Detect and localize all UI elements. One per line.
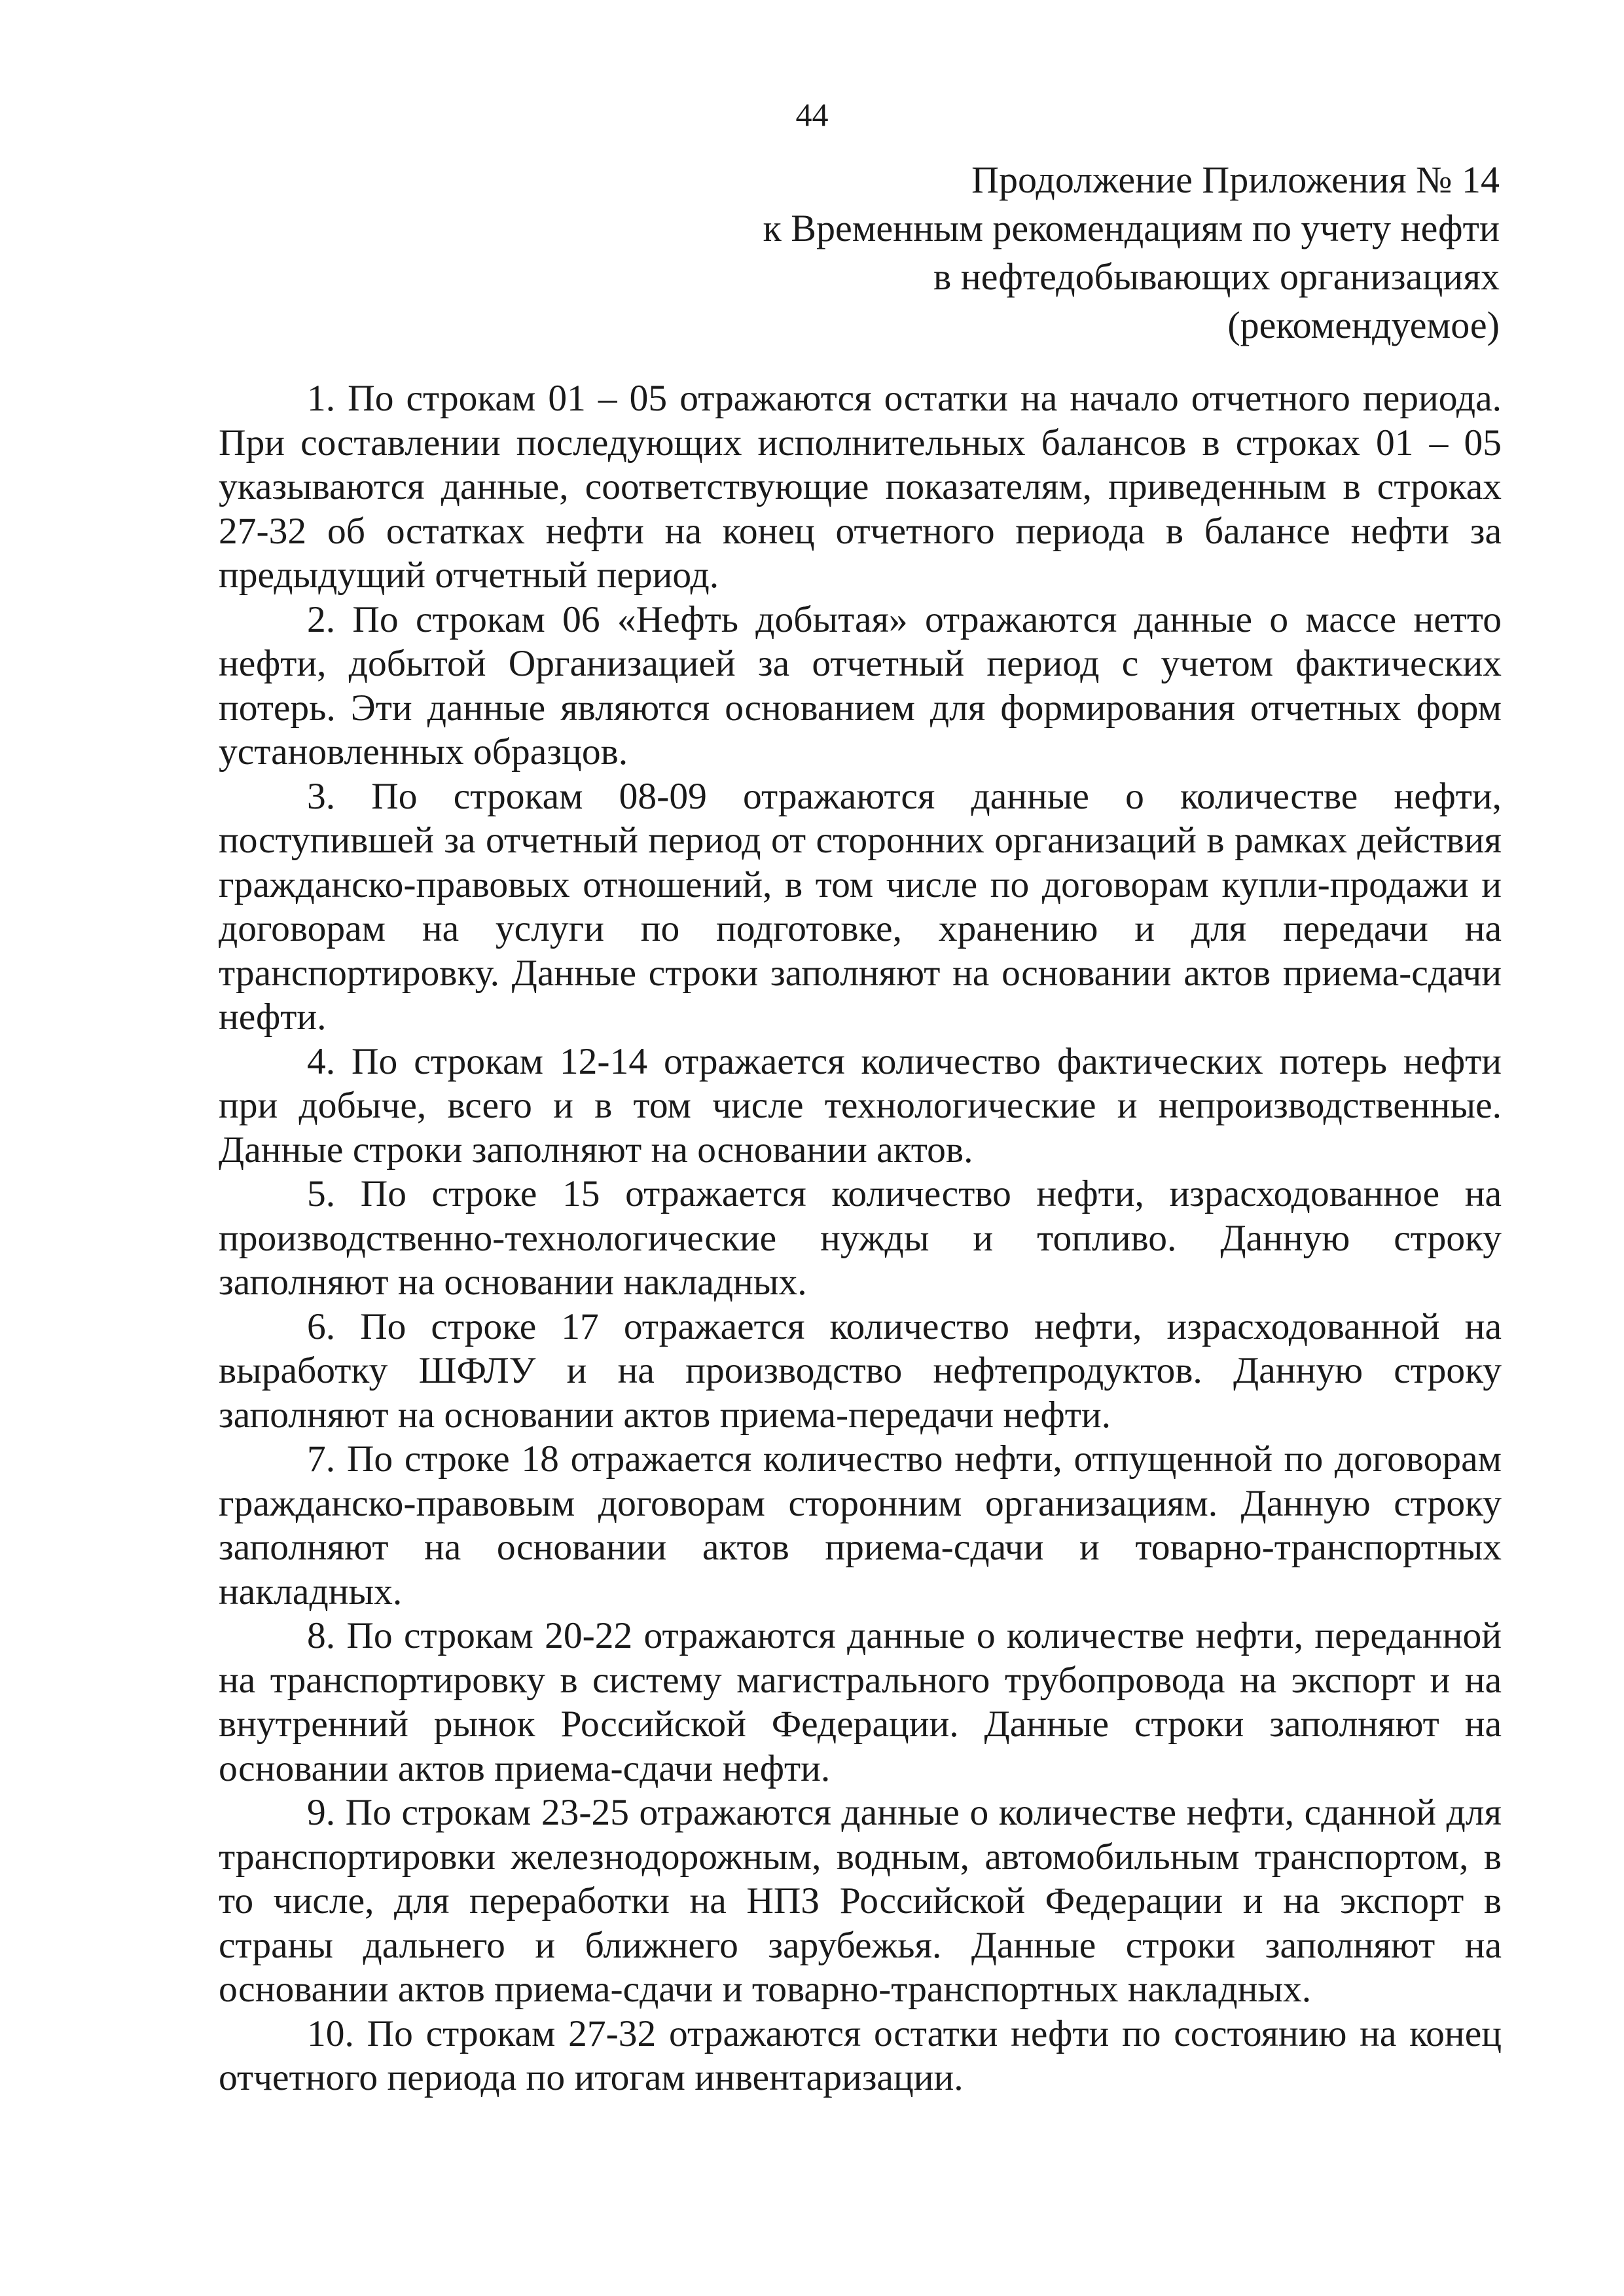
paragraph-9: 9. По строкам 23-25 отражаются данные о количестве нефти, сданной для транспортировки железнодорожным, водным, автомобильным транспортом, в то числе, для переработки на НПЗ Российской Федерации и на экспорт в страны дальнего и ближнего зарубежья. Данные строки заполняют на основании актов приема-сдачи и товарно-транспортных накладных. [219,1792,1502,2010]
paragraph-7: 7. По строке 18 отражается количество нефти, отпущенной по договорам гражданско-правовым договорам сторонним организациям. Данную строку заполняют на основании актов приема-сдачи и товарно-транспортных накладных. [219,1438,1502,1613]
document-body [219,376,1502,2100]
paragraph-1: 1. По строкам 01 – 05 отражаются остатки на начало отчетного периода. При составлении последующих исполнительных балансов в строках 01 – 05 указываются данные, соответствующие показателям, приведенным в строках 27-32 об остатках нефти на конец отчетного периода в балансе нефти за предыдущий отчетный период. [219,378,1502,596]
paragraph-10: 10. По строкам 27-32 отражаются остатки нефти по состоянию на конец отчетного периода по итогам инвентаризации. [219,2013,1502,2098]
paragraph-6: 6. По строке 17 отражается количество нефти, израсходованной на выработку ШФЛУ и на производство нефтепродуктов. Данную строку заполняют на основании актов приема-передачи нефти. [219,1305,1502,1436]
page-number: 44 [795,96,829,133]
paragraph-8: 8. По строкам 20-22 отражаются данные о количестве нефти, переданной на транспортировку в систему магистрального трубопровода на экспорт и на внутренний рынок Российской Федерации. Данные строки заполняют на основании актов приема-сдачи нефти. [219,1615,1502,1789]
paragraph-5: 5. По строке 15 отражается количество нефти, израсходованное на производственно-технологические нужды и топливо. Данную строку заполняют на основании накладных. [219,1173,1502,1303]
appendix-header-line-4: (рекомендуемое) [1227,304,1500,346]
appendix-header-line-2: к Временным рекомендациям по учету нефти [763,207,1500,249]
appendix-header [583,156,1500,350]
paragraph-4: 4. По строкам 12-14 отражается количество фактических потерь нефти при добыче, всего и в том числе технологические и непроизводственные. Данные строки заполняют на основании актов. [219,1040,1502,1171]
appendix-header-line-3: в нефтедобывающих организациях [933,255,1500,298]
paragraph-3: 3. По строкам 08-09 отражаются данные о количестве нефти, поступившей за отчетный период от сторонних организаций в рамках действия гражданско-правовых отношений, в том числе по договорам купли-продажи и договорам на услуги по подготовке, хранению и для передачи на транспортировку. Данные строки заполняют на основании актов приема-сдачи нефти. [219,775,1502,1038]
appendix-header-line-1: Продолжение Приложения № 14 [971,158,1500,201]
paragraph-2: 2. По строкам 06 «Нефть добытая» отражаются данные о массе нетто нефти, добытой Организацией за отчетный период с учетом фактических потерь. Эти данные являются основанием для формирования отчетных форм установленных образцов. [219,598,1502,773]
